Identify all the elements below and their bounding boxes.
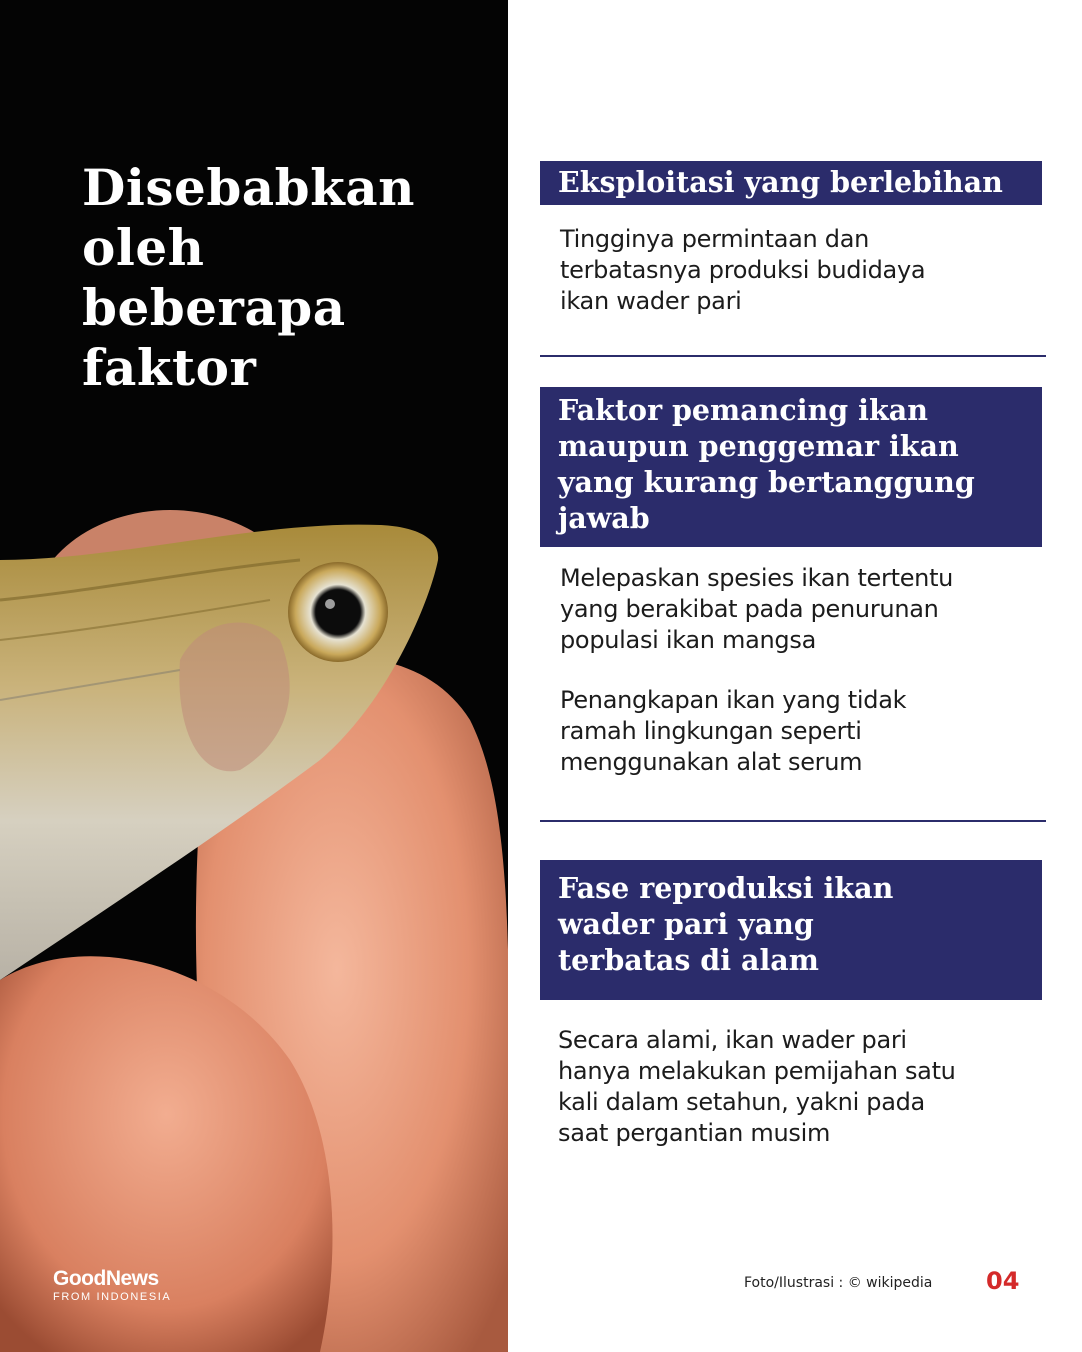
brand-subtitle: FROM INDONESIA	[53, 1291, 172, 1303]
section-1-body-line: ikan wader pari	[560, 287, 742, 315]
section-3-body-line: Secara alami, ikan wader pari	[558, 1026, 907, 1054]
headline	[82, 158, 482, 398]
section-1-title	[540, 161, 1042, 205]
section-3-title	[540, 860, 1042, 1000]
brand-logo	[53, 1268, 171, 1304]
headline-line: beberapa	[82, 278, 346, 337]
section-2-body-line: Penangkapan ikan yang tidak	[560, 686, 907, 714]
photo-credit: Foto/Ilustrasi : © wikipedia	[744, 1275, 933, 1291]
section-2-body-line: yang berakibat pada penurunan	[560, 595, 939, 623]
headline-line: Disebabkan	[82, 158, 416, 217]
section-1-body-line: terbatasnya produksi budidaya	[560, 256, 926, 284]
page-number: 04	[986, 1267, 1020, 1295]
section-1-body	[560, 224, 1000, 317]
section-3-body-line: hanya melakukan pemijahan satu	[558, 1057, 956, 1085]
section-2-body-line: menggunakan alat serum	[560, 748, 863, 776]
section-3-body	[558, 1025, 998, 1149]
section-2-body-line: ramah lingkungan seperti	[560, 717, 862, 745]
section-divider	[540, 820, 1046, 822]
section-2-title-line: jawab	[558, 501, 650, 535]
section-2-title-line: maupun penggemar ikan	[558, 429, 959, 463]
section-2-body-line: Melepaskan spesies ikan tertentu	[560, 564, 954, 592]
headline-line: oleh	[82, 218, 205, 277]
section-2-body-1	[560, 563, 1000, 656]
section-3-title-line: wader pari yang	[558, 907, 814, 941]
section-2-body-line: populasi ikan mangsa	[560, 626, 816, 654]
section-1-title-line: Eksploitasi yang berlebihan	[558, 165, 1003, 199]
headline-line: faktor	[82, 338, 257, 397]
section-1-body-line: Tingginya permintaan dan	[560, 225, 870, 253]
section-2-title	[540, 387, 1042, 547]
section-3-title-line: terbatas di alam	[558, 943, 819, 977]
section-divider	[540, 355, 1046, 357]
section-2-title-line: Faktor pemancing ikan	[558, 393, 928, 427]
section-3-body-line: saat pergantian musim	[558, 1119, 831, 1147]
section-2-body-2	[560, 685, 1000, 778]
brand-name: GoodNews	[53, 1267, 159, 1290]
section-2-title-line: yang kurang bertanggung	[558, 465, 975, 499]
section-3-body-line: kali dalam setahun, yakni pada	[558, 1088, 925, 1116]
section-3-title-line: Fase reproduksi ikan	[558, 871, 894, 905]
